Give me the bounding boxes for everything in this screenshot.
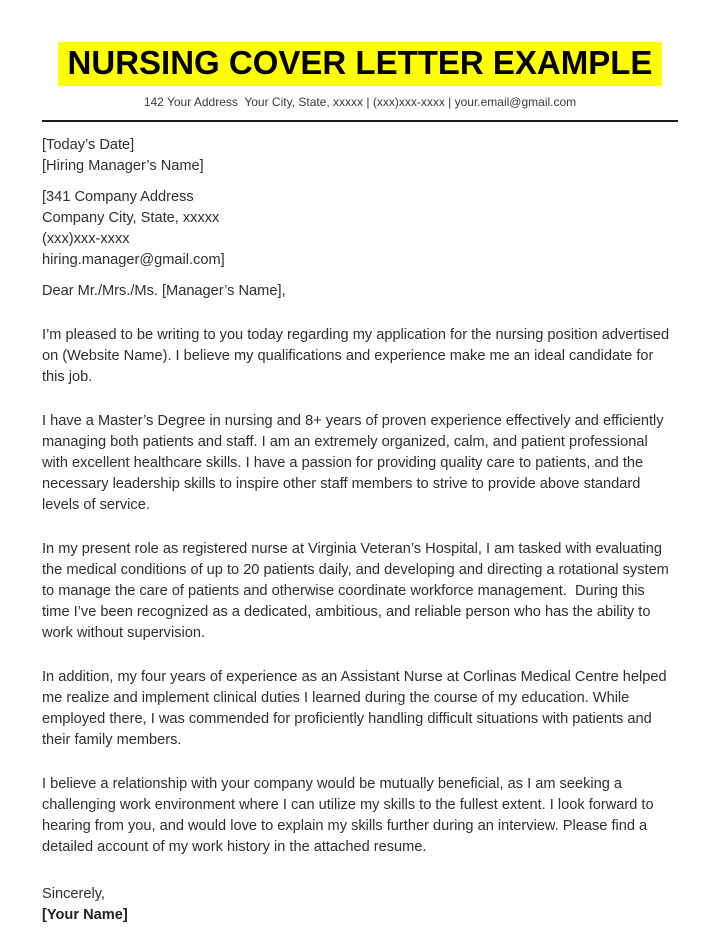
- company-address-line: [341 Company Address: [42, 188, 194, 205]
- body-paragraph: I believe a relationship with your company would be mutually beneficial, as I am seeking a challenging work environment where I can utilize my skills to the fullest extent. I look forward to hearing from you, and would love to explain my skills further during an interview. Please find a detailed account of my work history in the attached resume.: [42, 775, 658, 855]
- company-phone-line: (xxx)xxx-xxxx: [42, 230, 130, 247]
- letter-body: [42, 135, 674, 926]
- body-paragraph: I have a Master’s Degree in nursing and 8+ years of proven experience effectively and efficiently managing both patients and staff. I am an extremely organized, calm, and patient professional with excellent healthcare skills. I have a passion for providing quality care to patients, and the necessary leadership skills to inspire other staff members to strive to provide above standard levels of service.: [42, 412, 668, 513]
- date-line: [Today’s Date]: [42, 136, 135, 153]
- company-email-line: hiring.manager@gmail.com]: [42, 251, 225, 268]
- signature-line: [Your Name]: [42, 906, 128, 923]
- contact-info: 142 Your Address Your City, State, xxxxx | (xxx)xxx-xxxx | your.email@gmail.com: [143, 94, 577, 109]
- header-divider: [42, 120, 678, 122]
- company-city-line: Company City, State, xxxxx: [42, 209, 220, 226]
- page-title: NURSING COVER LETTER EXAMPLE: [58, 42, 663, 86]
- closing-block: [42, 884, 674, 926]
- body-paragraph: In my present role as registered nurse at Virginia Veteran’s Hospital, I am tasked with evaluating the medical conditions of up to 20 patients daily, and developing and directing a rotational system to manage the care of patients and otherwise coordinate workforce management. During this time I’ve been recognized as a dedicated, ambitious, and reliable person who has the ability to work without supervision.: [42, 540, 673, 641]
- hiring-manager-line: [Hiring Manager’s Name]: [42, 157, 204, 174]
- body-paragraph: In addition, my four years of experience as an Assistant Nurse at Corlinas Medical Centre helped me realize and implement clinical duties I learned during the course of my education. While employed there, I was commended for proficiently handling difficult situations with patients and their family members.: [42, 668, 671, 748]
- letter-header: [0, 0, 720, 122]
- spacer: [42, 177, 674, 187]
- body-paragraph: I’m pleased to be writing to you today regarding my application for the nursing position advertised on (Website Name). I believe my qualifications and experience make me an ideal candidate for this job.: [42, 326, 674, 385]
- closing-line: Sincerely,: [42, 885, 105, 902]
- company-address-block: [42, 187, 674, 271]
- salutation: Dear Mr./Mrs./Ms. [Manager’s Name],: [42, 282, 286, 299]
